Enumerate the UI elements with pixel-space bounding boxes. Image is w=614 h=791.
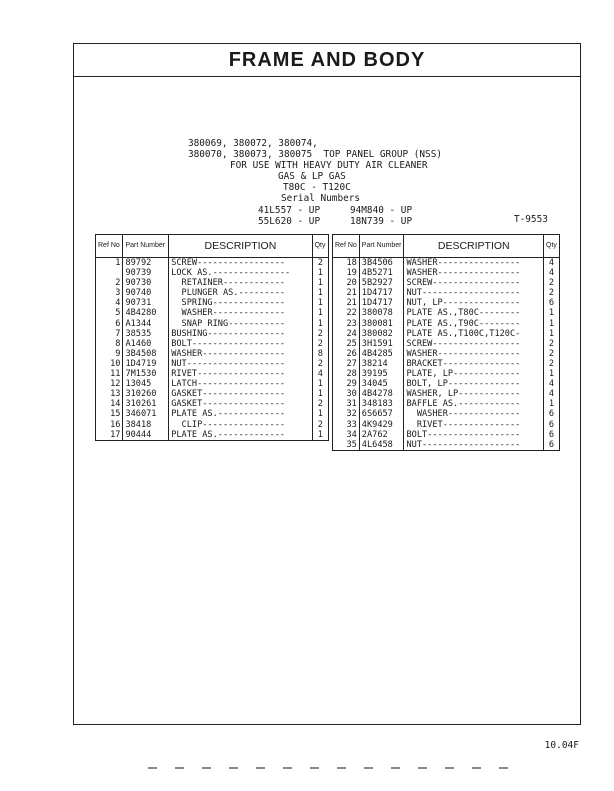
qty-cell: 2 [312,258,328,269]
qty-cell: 8 [312,349,328,359]
ref-no-cell: 29 [333,379,360,389]
description-cell: BOLT------------------ [169,339,312,349]
ref-no-header: Ref No [333,235,360,258]
part-number-cell: A1344 [123,319,169,329]
ref-no-cell: 13 [96,389,123,399]
description-cell: WASHER-------------- [404,409,544,419]
description-cell: SCREW----------------- [404,339,544,349]
description-cell: CLIP---------------- [169,420,312,430]
qty-cell: 6 [544,409,560,419]
part-number-cell: 3B4506 [359,258,404,269]
part-number-cell: 89792 [123,258,169,269]
description-cell: BAFFLE AS.------------ [404,399,544,409]
qty-cell: 6 [544,440,560,451]
table-row [96,349,329,359]
part-number-cell: 310261 [123,399,169,409]
ref-no-cell: 22 [333,308,360,318]
part-number-cell: 3B4508 [123,349,169,359]
description-cell: GASKET---------------- [169,389,312,399]
qty-cell: 2 [544,339,560,349]
part-number-cell: 38418 [123,420,169,430]
table-row [96,298,329,308]
qty-cell: 2 [312,329,328,339]
ref-no-cell [96,268,123,278]
table-row [96,359,329,369]
ref-no-cell: 21 [333,298,360,308]
qty-cell: 4 [544,379,560,389]
qty-cell: 1 [312,319,328,329]
ref-no-cell: 35 [333,440,360,451]
table-row [96,329,329,339]
qty-cell: 2 [544,359,560,369]
qty-cell: 1 [544,369,560,379]
description-cell: PLATE AS.,T90C-------- [404,319,544,329]
part-number-cell: A1460 [123,339,169,349]
serial-a1: 41L557 - UP [258,205,321,216]
qty-cell: 1 [312,268,328,278]
description-cell: WASHER---------------- [169,349,312,359]
ref-no-cell: 28 [333,369,360,379]
qty-cell: 2 [544,349,560,359]
qty-cell: 1 [312,298,328,308]
description-cell: PLATE AS.,T100C,T120C- [404,329,544,339]
description-cell: NUT, LP--------------- [404,298,544,308]
part-number-cell: 90730 [123,278,169,288]
qty-cell: 2 [544,288,560,298]
qty-cell: 4 [544,258,560,269]
description-cell: PLATE AS.------------- [169,430,312,441]
description-cell: WASHER-------------- [169,308,312,318]
qty-cell: 1 [544,399,560,409]
part-number-cell: 34045 [359,379,404,389]
table-row [333,278,560,288]
ref-no-cell: 32 [333,409,360,419]
qty-cell: 1 [544,329,560,339]
serial-b2: 18N739 - UP [350,216,413,227]
part-number-cell: 1D4719 [123,359,169,369]
description-cell: PLUNGER AS.--------- [169,288,312,298]
table-row [96,420,329,430]
ref-no-cell: 17 [96,430,123,441]
description-cell: LATCH----------------- [169,379,312,389]
part-number-cell: 5B2927 [359,278,404,288]
table-row [333,359,560,369]
table-row [96,389,329,399]
table-row [96,399,329,409]
part-number-cell: 4B5271 [359,268,404,278]
table-row [333,319,560,329]
ref-no-cell: 9 [96,349,123,359]
ref-no-cell: 31 [333,399,360,409]
table-row [96,268,329,278]
part-number-cell: 380078 [359,308,404,318]
ref-no-cell: 25 [333,339,360,349]
description-cell: BRACKET--------------- [404,359,544,369]
serial-b1: 94M840 - UP [350,205,413,216]
ref-no-cell: 21 [333,288,360,298]
part-number-cell: 4B4278 [359,389,404,399]
part-number-cell: 310260 [123,389,169,399]
ref-no-cell: 19 [333,268,360,278]
part-number-cell: 13045 [123,379,169,389]
part-number-header: Part Number [359,235,404,258]
part-number-cell: 39195 [359,369,404,379]
table-row [96,369,329,379]
part-number-cell: 380082 [359,329,404,339]
part-number-cell: 90739 [123,268,169,278]
description-cell: SPRING-------------- [169,298,312,308]
table-row [96,379,329,389]
qty-cell: 4 [544,268,560,278]
ref-no-cell: 15 [96,409,123,419]
ref-no-cell: 33 [333,420,360,430]
ref-no-cell: 8 [96,339,123,349]
ref-no-cell: 16 [96,420,123,430]
parts-table-right-body [333,258,560,451]
part-number-cell: 4B4285 [359,349,404,359]
scan-artifact-line [148,767,548,769]
ref-no-cell: 24 [333,329,360,339]
ref-no-cell: 7 [96,329,123,339]
qty-cell: 1 [312,389,328,399]
qty-cell: 4 [312,369,328,379]
qty-cell: 1 [312,430,328,441]
part-number-cell: 346071 [123,409,169,419]
part-number-cell: 90444 [123,430,169,441]
qty-cell: 1 [312,288,328,298]
reference-code: T-9553 [514,214,548,225]
fuel-line: GAS & LP GAS [278,171,346,182]
part-number-cell: 348183 [359,399,404,409]
qty-cell: 6 [544,298,560,308]
serial-heading: Serial Numbers [281,193,361,204]
qty-cell: 6 [544,420,560,430]
serial-a2: 55L620 - UP [258,216,321,227]
table-row [333,349,560,359]
parts-table-left [95,234,329,441]
ref-no-cell: 11 [96,369,123,379]
table-row [96,288,329,298]
description-header: DESCRIPTION [404,235,544,258]
model-range-line: T80C - T120C [283,182,351,193]
description-cell: PLATE AS.------------- [169,409,312,419]
ref-no-cell: 27 [333,359,360,369]
ref-no-cell: 3 [96,288,123,298]
qty-cell: 1 [312,308,328,318]
table-row [96,308,329,318]
table-row [96,339,329,349]
ref-no-cell: 20 [333,278,360,288]
part-number-cell: 38214 [359,359,404,369]
qty-header: Qty [312,235,328,258]
table-row [96,319,329,329]
qty-cell: 1 [312,409,328,419]
description-cell: GASKET---------------- [169,399,312,409]
description-cell: RIVET----------------- [169,369,312,379]
qty-cell: 2 [312,399,328,409]
qty-cell: 1 [312,278,328,288]
description-cell: NUT------------------- [404,288,544,298]
use-line: FOR USE WITH HEAVY DUTY AIR CLEANER [230,160,428,171]
part-number-cell: 4B4280 [123,308,169,318]
description-cell: BOLT, LP-------------- [404,379,544,389]
description-cell: WASHER---------------- [404,268,544,278]
part-number-header: Part Number [123,235,169,258]
table-row [333,258,560,269]
table-row [333,379,560,389]
page-frame [73,43,581,725]
description-cell: RETAINER------------ [169,278,312,288]
table-row [333,409,560,419]
description-cell: WASHER---------------- [404,258,544,269]
description-cell: RIVET--------------- [404,420,544,430]
ref-no-cell: 12 [96,379,123,389]
qty-cell: 2 [312,339,328,349]
ref-no-cell: 30 [333,389,360,399]
qty-cell: 1 [312,379,328,389]
parts-table-right [332,234,560,451]
description-cell: PLATE AS.,T80C-------- [404,308,544,318]
table-header-row [96,235,329,258]
description-cell: SNAP RING----------- [169,319,312,329]
table-row [333,339,560,349]
table-row [333,420,560,430]
table-row [333,430,560,440]
qty-cell: 6 [544,430,560,440]
part-number-cell: 90731 [123,298,169,308]
part-number-cell: 7M1530 [123,369,169,379]
ref-no-cell: 6 [96,319,123,329]
part-number-cell: 90740 [123,288,169,298]
table-row [96,258,329,269]
table-row [333,329,560,339]
description-cell: WASHER, LP------------ [404,389,544,399]
qty-cell: 1 [544,308,560,318]
description-cell: SCREW----------------- [169,258,312,269]
part-number-cell: 1D4717 [359,288,404,298]
table-row [96,278,329,288]
qty-header: Qty [544,235,560,258]
ref-no-cell: 14 [96,399,123,409]
part-number-cell: 3H1591 [359,339,404,349]
description-header: DESCRIPTION [169,235,312,258]
description-cell: BUSHING--------------- [169,329,312,339]
table-row [333,268,560,278]
ref-no-cell: 4 [96,298,123,308]
ref-no-cell: 18 [333,258,360,269]
table-row [333,389,560,399]
ref-no-cell: 10 [96,359,123,369]
table-row [333,298,560,308]
model-line-1: 380069, 380072, 380074, [188,138,318,149]
qty-cell: 2 [544,278,560,288]
description-cell: NUT------------------- [404,440,544,451]
page-title: FRAME AND BODY [228,48,426,71]
qty-cell: 4 [544,389,560,399]
ref-no-cell: 2 [96,278,123,288]
ref-no-cell: 23 [333,319,360,329]
table-row [333,369,560,379]
table-row [96,430,329,441]
part-number-cell: 380081 [359,319,404,329]
page-number: 10.04F [544,740,579,751]
description-cell: SCREW----------------- [404,278,544,288]
part-number-cell: 6S6657 [359,409,404,419]
model-line-2: 380070, 380073, 380075 TOP PANEL GROUP (NSS) [188,149,442,160]
part-number-cell: 1D4717 [359,298,404,308]
qty-cell: 2 [312,420,328,430]
table-row [333,288,560,298]
part-number-cell: 4K9429 [359,420,404,430]
table-row [96,409,329,419]
table-header-row [333,235,560,258]
title-bar [74,44,580,77]
part-number-cell: 2A762 [359,430,404,440]
table-row [333,308,560,318]
ref-no-cell: 26 [333,349,360,359]
qty-cell: 2 [312,359,328,369]
ref-no-cell: 5 [96,308,123,318]
description-cell: LOCK AS.--------------- [169,268,312,278]
description-cell: WASHER---------------- [404,349,544,359]
description-cell: PLATE, LP------------- [404,369,544,379]
table-row [333,440,560,451]
parts-table-left-body [96,258,329,441]
ref-no-header: Ref No [96,235,123,258]
table-row [333,399,560,409]
ref-no-cell: 1 [96,258,123,269]
ref-no-cell: 34 [333,430,360,440]
part-number-cell: 4L6458 [359,440,404,451]
description-cell: BOLT------------------ [404,430,544,440]
part-number-cell: 38535 [123,329,169,339]
qty-cell: 1 [544,319,560,329]
description-cell: NUT------------------- [169,359,312,369]
